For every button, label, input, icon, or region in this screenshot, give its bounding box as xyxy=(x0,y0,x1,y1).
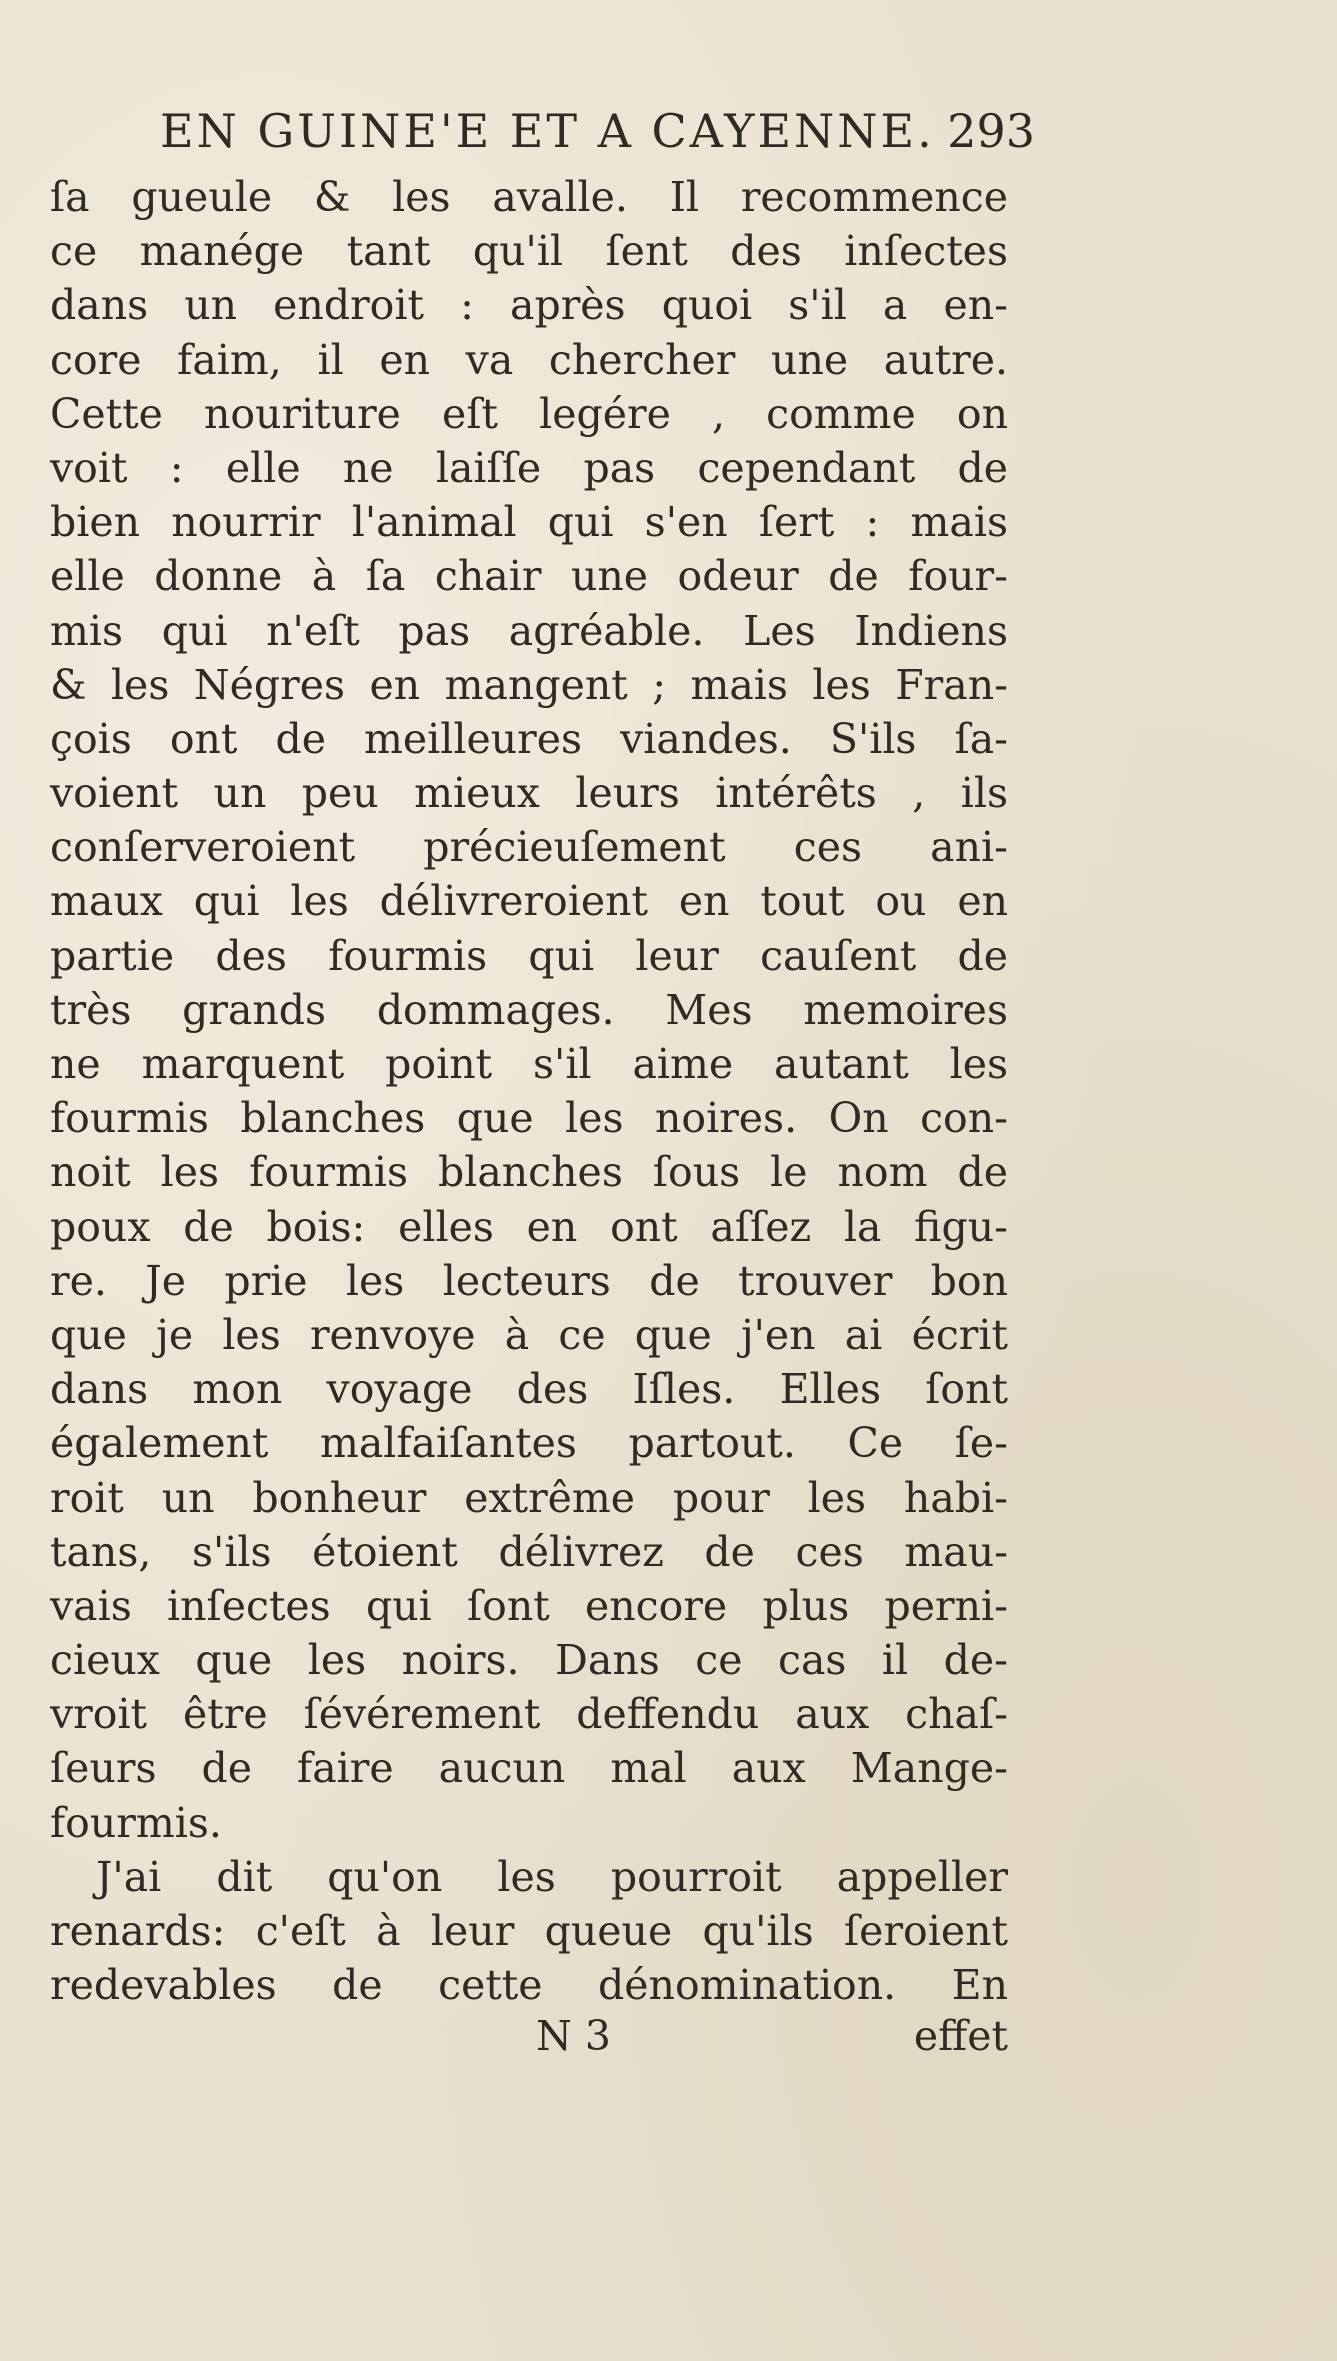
text-line: dans mon voyage des Iſles. Elles ſont xyxy=(50,1365,1008,1414)
text-line: çois ont de meilleures viandes. S'ils ſa- xyxy=(50,714,1008,763)
text-line: ce manége tant qu'il ſent des inſectes xyxy=(50,227,1008,276)
text-line: redevables de cette dénomination. En xyxy=(50,1961,1008,2010)
body-text xyxy=(50,170,1008,2012)
text-line: core faim, il en va chercher une autre. xyxy=(50,335,1008,384)
running-head xyxy=(160,104,1035,164)
text-line: partie des fourmis qui leur cauſent de xyxy=(50,931,1008,980)
text-line: fourmis blanches que les noires. On con- xyxy=(50,1094,1008,1143)
signature-mark: N 3 xyxy=(536,2012,611,2060)
catchword: effet xyxy=(913,2012,1008,2060)
running-title: EN GUINE'E ET A CAYENNE. xyxy=(160,104,935,158)
text-line: également malfaiſantes partout. Ce ſe- xyxy=(50,1419,1008,1468)
text-line: conſerveroient précieuſement ces ani- xyxy=(50,823,1008,872)
paragraph-start-line: J'ai dit qu'on les pourroit appeller xyxy=(96,1852,1008,1901)
text-line: voit : elle ne laiſſe pas cependant de xyxy=(50,443,1008,492)
text-line: voient un peu mieux leurs intérêts , ils xyxy=(50,769,1008,818)
text-line: que je les renvoye à ce que j'en ai écrit xyxy=(50,1310,1008,1359)
text-line: dans un endroit : après quoi s'il a en- xyxy=(50,281,1008,330)
text-line: ſa gueule & les avalle. Il recommence xyxy=(50,173,1008,221)
page-footer xyxy=(50,2012,1008,2068)
text-line: tans, s'ils étoient délivrez de ces mau- xyxy=(50,1527,1008,1576)
text-line: elle donne à ſa chair une odeur de four- xyxy=(50,552,1008,601)
text-line: vais inſectes qui ſont encore plus perni- xyxy=(50,1581,1008,1630)
text-line: cieux que les noirs. Dans ce cas il de- xyxy=(50,1636,1008,1685)
text-line: noit les fourmis blanches ſous le nom de xyxy=(50,1148,1008,1197)
text-line: vroit être ſévérement deffendu aux chaſ- xyxy=(50,1690,1008,1739)
paragraph-end-line: fourmis. xyxy=(50,1798,222,1847)
text-line: Cette nouriture eſt legére , comme on xyxy=(50,389,1008,438)
page-number: 293 xyxy=(947,104,1035,158)
text-line: mis qui n'eſt pas agréable. Les Indiens xyxy=(50,606,1008,655)
text-line: poux de bois: elles en ont aſſez la figu- xyxy=(50,1202,1008,1251)
text-line: maux qui les délivreroient en tout ou en xyxy=(50,877,1008,926)
text-line: re. Je prie les lecteurs de trouver bon xyxy=(50,1256,1008,1305)
text-line: très grands dommages. Mes memoires xyxy=(50,985,1008,1034)
text-line: bien nourrir l'animal qui s'en ſert : mais xyxy=(50,498,1008,547)
text-line: ne marquent point s'il aime autant les xyxy=(50,1040,1008,1088)
text-line: renards: c'eſt à leur queue qu'ils ſeroient xyxy=(50,1907,1008,1955)
text-line: roit un bonheur extrême pour les habi- xyxy=(50,1473,1008,1522)
text-line: & les Négres en mangent ; mais les Fran- xyxy=(50,660,1008,709)
text-line: ſeurs de faire aucun mal aux Mange- xyxy=(50,1744,1008,1793)
